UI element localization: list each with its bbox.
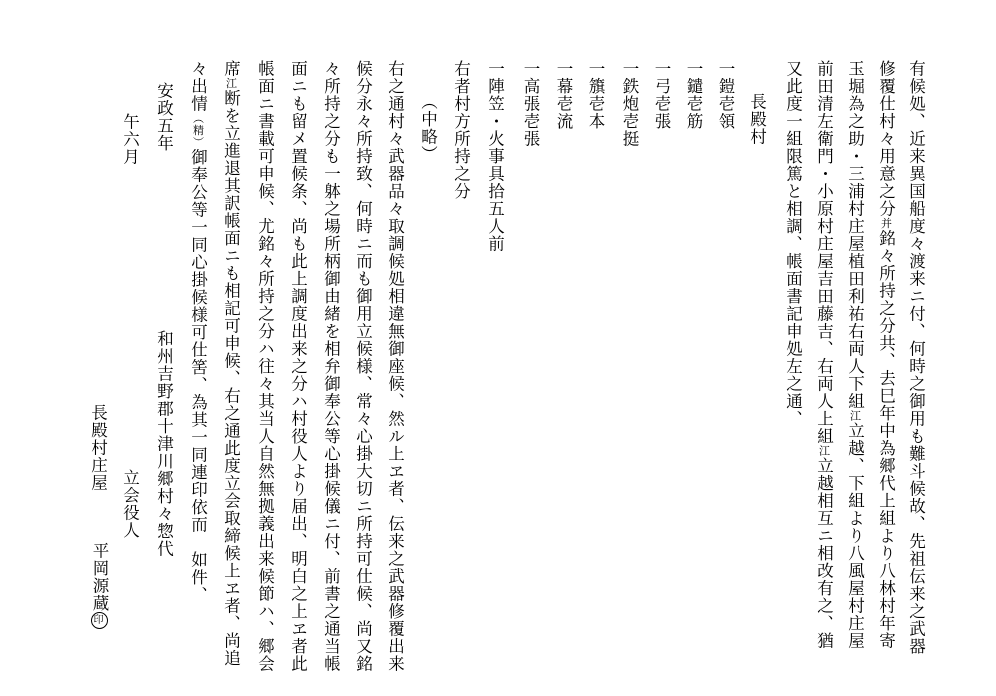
text-column-23 [189, 60, 206, 604]
small-annotation: （精） [191, 112, 205, 149]
small-annotation: 江 [848, 410, 862, 422]
item-count: 壱流 [554, 95, 573, 130]
omission-note: （中略） [418, 93, 438, 163]
text-segment: 立越、下組より八風屋村庄屋 [845, 422, 865, 650]
text-segment: 々出情 [188, 60, 208, 113]
item-column-bow [650, 60, 672, 130]
village-heading: 長殿村 [747, 93, 767, 146]
item-name: 一鎧 [716, 60, 735, 95]
item-column-armor [714, 60, 736, 130]
item-name: 一鉄炮 [620, 60, 639, 113]
item-count: 壱張 [521, 112, 540, 148]
item-count: 壱張 [652, 95, 671, 130]
text-column-1: 有候処、近来異国船度々渡来ニ付、何時之御用も難斗候故、先祖伝来之武器 [906, 60, 926, 655]
seal-mark: 印 [91, 612, 108, 629]
item-name: 一弓 [652, 60, 671, 95]
given-name: 源蔵 [90, 577, 109, 612]
date-month: 午六月 [120, 113, 140, 166]
text-segment: 席 [221, 60, 241, 78]
date-era: 安政五年 [154, 82, 174, 152]
item-column-lantern [519, 60, 541, 148]
text-column-summary: 右者村方所持之分 [451, 60, 471, 200]
signatory-representatives: 和州吉野郡十津川郷村々惣代 [154, 330, 174, 558]
item-column-curtain [552, 60, 574, 130]
item-column-banner [584, 60, 606, 130]
small-annotation: 江 [817, 445, 831, 457]
text-column-20: 面ニも留メ置候条、尚も此上調度出来之分ハ村役人より届出、明白之上ヱ者此 [288, 60, 308, 673]
text-segment: 御奉公等一同心掛候様可仕筈、為其一同連印依而 如件、 [188, 148, 208, 604]
item-column-spear [682, 60, 704, 130]
surname: 平岡 [90, 542, 109, 577]
text-column-21: 帳面ニ書載可申候、尤銘々所持之分ハ往々其当人自然無拠義出来候節ハ、郷会 [255, 60, 275, 673]
item-name: 一幕 [554, 60, 573, 95]
small-annotation: 江 [224, 77, 238, 90]
text-column-2 [877, 60, 894, 650]
text-column-17: 右之通村々武器品々取調候処相違無御座候、然ル上ヱ者、伝来之武器修覆出来 [385, 60, 405, 673]
text-segment: 修覆仕村々用意之分 [876, 60, 896, 218]
text-segment: 玉堀為之助・三浦村庄屋植田利祐右両人下組 [845, 60, 865, 410]
text-segment: 前田清左衛門・小原村庄屋吉田藤吉、右両人上組 [814, 60, 834, 445]
text-column-4 [815, 60, 832, 650]
signatory-headman-title: 長殿村庄屋 [88, 404, 108, 492]
text-column-5: 又此度一組限篤と相調、帳面書記申処左之通、 [783, 60, 803, 428]
text-column-19: 々所持之分も一躰之場所柄御由緒を相弁御奉公等心掛候儀ニ付、前書之通当帳 [321, 60, 341, 673]
text-segment: 断を立進退其訳帳面ニも相記可申候、右之通此度立会取締候上ヱ者、尚追 [221, 89, 241, 667]
text-column-22 [222, 60, 239, 667]
item-column-gun [618, 60, 640, 148]
text-segment: 立越相互ニ相改有之、猶 [814, 457, 834, 650]
item-name: 一鑓 [684, 60, 703, 95]
text-column-18: 候分永々所持致、何時ニ而も御用立候様、常々心掛大切ニ所持可仕候、尚又銘 [353, 60, 373, 673]
small-annotation: 并 [879, 217, 893, 230]
text-segment: 銘々所持之分共、去巳年中為郷代上組より八林村年寄 [876, 229, 896, 650]
item-name: 一籏 [586, 60, 605, 95]
signatory-name [89, 542, 109, 629]
item-name: 一高張 [521, 60, 540, 113]
item-count: 壱本 [586, 95, 605, 130]
text-column-3 [846, 60, 863, 650]
item-count: 壱筋 [684, 95, 703, 130]
signatory-witness: 立会役人 [120, 469, 140, 539]
item-column-helmets: 一陣笠・火事具拾五人前 [485, 60, 505, 253]
item-count: 壱領 [716, 95, 735, 130]
item-count: 壱挺 [620, 112, 639, 148]
